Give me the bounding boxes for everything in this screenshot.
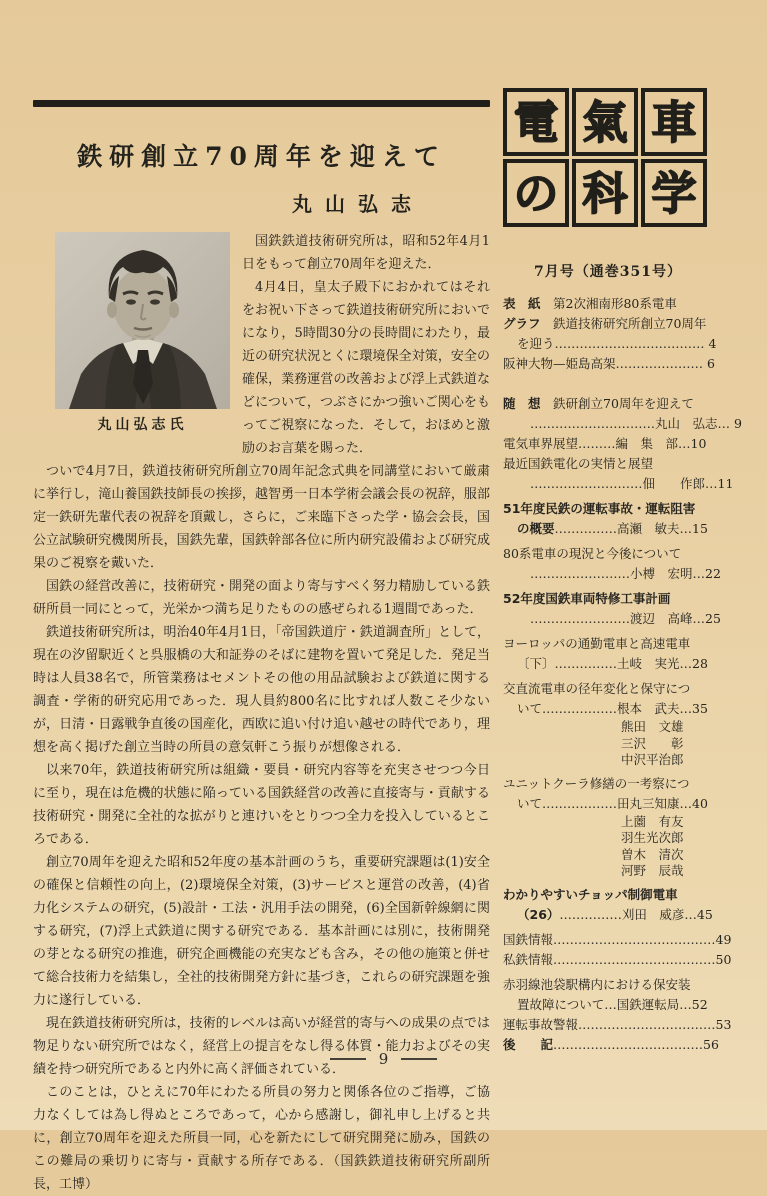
toc-line bbox=[503, 975, 748, 995]
toc-entry-text: ユニットクーラ修繕の一考察につ bbox=[503, 775, 690, 791]
toc-line bbox=[503, 719, 748, 736]
toc-entry-text: 〔下〕……………土岐 実光…28 bbox=[517, 656, 708, 671]
toc-entry-text: 熊田 文雄 bbox=[621, 719, 684, 734]
logo-character: 科 bbox=[572, 159, 638, 227]
magazine-logo bbox=[503, 88, 707, 227]
toc-entry-text: 河野 辰哉 bbox=[621, 863, 684, 878]
toc-line bbox=[503, 950, 748, 970]
toc-entry-label: （26） bbox=[517, 906, 560, 922]
toc-entry-text: 阪神大物—姫島高架………………… 6 bbox=[503, 356, 715, 371]
toc-line bbox=[503, 394, 748, 414]
toc-line bbox=[503, 654, 748, 674]
article-column bbox=[33, 100, 490, 1196]
portrait-photo bbox=[55, 232, 230, 409]
article-paragraph: このことは，ひとえに70年にわたる所員の努力と関係各位のご指導，ご協力なくしては為し得ぬところであって，心から感謝し，御礼申し上げると共に，創立70周年を迎えた所員一同，心を新たにして研究開発に励み，国鉄のこの難局の乗切りに寄与・貢献する所存である．（国鉄鉄道技術研究所副所長，工博） bbox=[33, 1085, 490, 1192]
toc-entry-text: ………………………佃 作郎…11 bbox=[530, 476, 734, 491]
toc-line bbox=[503, 564, 748, 584]
page-footer bbox=[0, 1050, 767, 1068]
toc-entry-text: 置故障について…国鉄運転局…52 bbox=[517, 996, 708, 1012]
toc-line bbox=[503, 634, 748, 654]
toc-line bbox=[503, 519, 748, 539]
toc-line bbox=[503, 847, 748, 864]
toc-entry-text: …………………………丸山 弘志… 9 bbox=[530, 416, 742, 431]
toc-entry-text: いて………………根本 武夫…35 bbox=[517, 701, 708, 716]
toc-entry-text: 第2次湘南形80系電車 bbox=[540, 296, 677, 311]
toc-line bbox=[503, 314, 748, 334]
toc-entry-text: 上薗 有友 bbox=[621, 813, 684, 829]
portrait-photo-box bbox=[55, 232, 230, 437]
toc-line bbox=[503, 294, 748, 314]
article-title: 鉄研創立70周年を迎えて bbox=[77, 142, 446, 171]
toc-line bbox=[503, 434, 748, 454]
issue-label: 7月号（通巻351号） bbox=[534, 264, 682, 280]
article-paragraph: 4月4日，皇太子殿下におかれてはそれをお祝い下さって鉄道技術研究所においでになり，5時間30分の長時間にわたり，最近の研究状況とくに環境保全対策，安全の確保，業務運営の改善および浮上式鉄道などについて，つぶさにかつ強いご関心をもってご視察になった．そして，おほめと激励のお言葉を賜った． bbox=[242, 280, 490, 456]
toc-entry-label: の概要 bbox=[517, 521, 555, 536]
toc-entry-text: 私鉄情報…………………………………50 bbox=[503, 951, 732, 967]
toc-entry-label: 52年度国鉄車両特修工事計画 bbox=[503, 591, 671, 606]
toc-line bbox=[503, 930, 748, 950]
toc-entry-text: 国鉄情報…………………………………49 bbox=[503, 931, 732, 947]
toc-line bbox=[503, 752, 748, 769]
toc-line bbox=[503, 544, 748, 564]
toc-entry-text: 中沢平治郎 bbox=[621, 752, 684, 767]
article-paragraph: 国鉄鉄道技術研究所は，昭和52年4月1日をもって創立70周年を迎えた． bbox=[242, 234, 490, 272]
toc-entry-text: 鉄道技術研究所創立70周年 bbox=[540, 316, 707, 331]
toc-entry-label: グラフ bbox=[503, 316, 541, 331]
toc-line bbox=[503, 354, 748, 374]
toc-entry-text: 三沢 彰 bbox=[621, 735, 684, 751]
article-paragraph: 現在鉄道技術研究所は，技術的レベルは高いが経営的寄与への成果の点では物足りない研究所ではなく，経営上の提言をなし得る体質・能力およびその実績を持つ研究所であると内外に高く評価されている． bbox=[33, 1016, 490, 1077]
article-paragraph: 以来70年，鉄道技術研究所は組織・要員・研究内容等を充実させつつ今日に至り，現在は危機的状態に陥っている国鉄経営の改善に直接寄与・貢献する技術研究・開発に全社的な拡がりと連けいをとりつつ全力を投入しているところである． bbox=[33, 763, 490, 847]
article-author: 丸山弘志 bbox=[292, 192, 424, 216]
toc-entry-label: わかりやすいチョッパ制御電車 bbox=[503, 886, 678, 902]
toc-entry-text: ……………刈田 威彦…45 bbox=[559, 906, 713, 922]
top-rule-divider bbox=[33, 100, 490, 107]
logo-character: の bbox=[503, 159, 569, 227]
toc-line bbox=[503, 334, 748, 354]
toc-column bbox=[503, 88, 748, 1055]
toc-line bbox=[503, 774, 748, 794]
toc-entry-text: ……………………渡辺 高峰…25 bbox=[530, 611, 721, 626]
toc-entry-text: ………………………………56 bbox=[553, 1036, 719, 1052]
toc-line bbox=[503, 414, 748, 434]
toc-line bbox=[503, 454, 748, 474]
toc-entry-text: 赤羽線池袋駅構内における保安装 bbox=[503, 976, 691, 992]
toc-entry-label: 51年度民鉄の運転事故・運転阻害 bbox=[503, 501, 696, 516]
toc-entry-text: 曽木 清次 bbox=[621, 846, 684, 862]
table-of-contents bbox=[503, 294, 748, 1055]
toc-line bbox=[503, 995, 748, 1015]
toc-entry-text: を迎う……………………………… 4 bbox=[517, 336, 717, 351]
logo-character: 氣 bbox=[572, 88, 638, 156]
toc-entry-text: 最近国鉄電化の実情と展望 bbox=[503, 456, 654, 471]
toc-entry-text: 80系電車の現況と今後について bbox=[503, 546, 682, 561]
toc-line bbox=[503, 863, 748, 880]
toc-line bbox=[503, 794, 748, 814]
photo-caption: 丸山弘志氏 bbox=[97, 417, 188, 433]
logo-character: 電 bbox=[503, 88, 569, 156]
toc-entry-text: ……………高瀬 敏夫…15 bbox=[554, 521, 708, 536]
dash-line bbox=[401, 1058, 437, 1060]
toc-line bbox=[503, 474, 748, 494]
article-paragraph: 国鉄の経営改善に，技術研究・開発の面より寄与すべく努力精励している鉄研所員一同にとって，光栄かつ満ち足りたものの感ぜられる1週間であった． bbox=[33, 579, 490, 617]
article-paragraph: ついで4月7日，鉄道技術研究所創立70周年記念式典を同講堂において厳粛に挙行し，滝山養国鉄技師長の挨拶，越智勇一日本学術会議会長の祝辞，服部定一鉄研先輩代表の祝辞を頂戴し，さらに，ご来臨下さった学・協会会長，国公立試験研究機関所長，国鉄先輩，国鉄幹部各位に所内研究設備および研究成果のご視察を戴いた． bbox=[33, 464, 490, 571]
toc-line bbox=[503, 905, 748, 925]
toc-entry-label: 後 記 bbox=[503, 1036, 554, 1052]
dash-line bbox=[330, 1058, 366, 1060]
toc-entry-label: 随 想 bbox=[503, 396, 541, 411]
logo-character: 車 bbox=[641, 88, 707, 156]
toc-entry-label: 表 紙 bbox=[503, 296, 541, 311]
toc-line bbox=[503, 609, 748, 629]
toc-entry-text: ……………………小榑 宏明…22 bbox=[530, 566, 721, 581]
toc-line bbox=[503, 736, 748, 753]
toc-line bbox=[503, 499, 748, 519]
toc-line bbox=[503, 885, 748, 905]
toc-line bbox=[503, 679, 748, 699]
toc-line bbox=[503, 814, 748, 831]
toc-line bbox=[503, 699, 748, 719]
toc-line bbox=[503, 589, 748, 609]
toc-entry-text: いて………………田丸三知康…40 bbox=[517, 795, 708, 811]
toc-entry-text: 羽生光次郎 bbox=[621, 830, 684, 845]
toc-line bbox=[503, 830, 748, 847]
toc-entry-text: 運転事故警報……………………………53 bbox=[503, 1016, 732, 1032]
toc-entry-text: 鉄研創立70周年を迎えて bbox=[540, 396, 694, 411]
page-number: 9 bbox=[378, 1050, 389, 1068]
article-paragraph: 鉄道技術研究所は，明治40年4月1日，「帝国鉄道庁・鉄道調査所」として，現在の汐留駅近くと呉服橋の大和証券のそばに建物を置いて発足した．発足当時は人員38名で，所管業務はセメントその他の用品試験および鉄道に関する調査・学術的研究応用であった．現人員約800名に比すれば人数こそ少ないが，日清・日露戦争直後の国産化，西欧に追い付け追い越せの時代であり，理想を高く掲げた創立当時の所員の意気軒こう振りが想像される． bbox=[33, 625, 490, 755]
logo-character: 学 bbox=[641, 159, 707, 227]
toc-entry-text: 電気車界展望………編 集 部…10 bbox=[503, 436, 707, 451]
toc-line bbox=[503, 1015, 748, 1035]
article-paragraph: 創立70周年を迎えた昭和52年度の基本計画のうち，重要研究課題は(1)安全の確保と信頼性の向上，(2)環境保全対策，(3)サービスと運営の改善，(4)省力化システムの研究，(5)設計・工法・汎用手法の開発，(6)全国新幹線網に関する研究，(7)浮上式鉄道に関する研究である．基本計画には別に，技術開発の芽となる研究の推進，研究企画機能の充実なども含み，その他の施策と併せて総合技術力を結集し，全社的技術開発方針に基づき，これらの研究課題を強力に遂行している． bbox=[33, 855, 490, 1008]
toc-entry-text: 交直流電車の径年変化と保守につ bbox=[503, 681, 691, 696]
toc-entry-text: ヨーロッパの通勤電車と高速電車 bbox=[503, 636, 691, 651]
